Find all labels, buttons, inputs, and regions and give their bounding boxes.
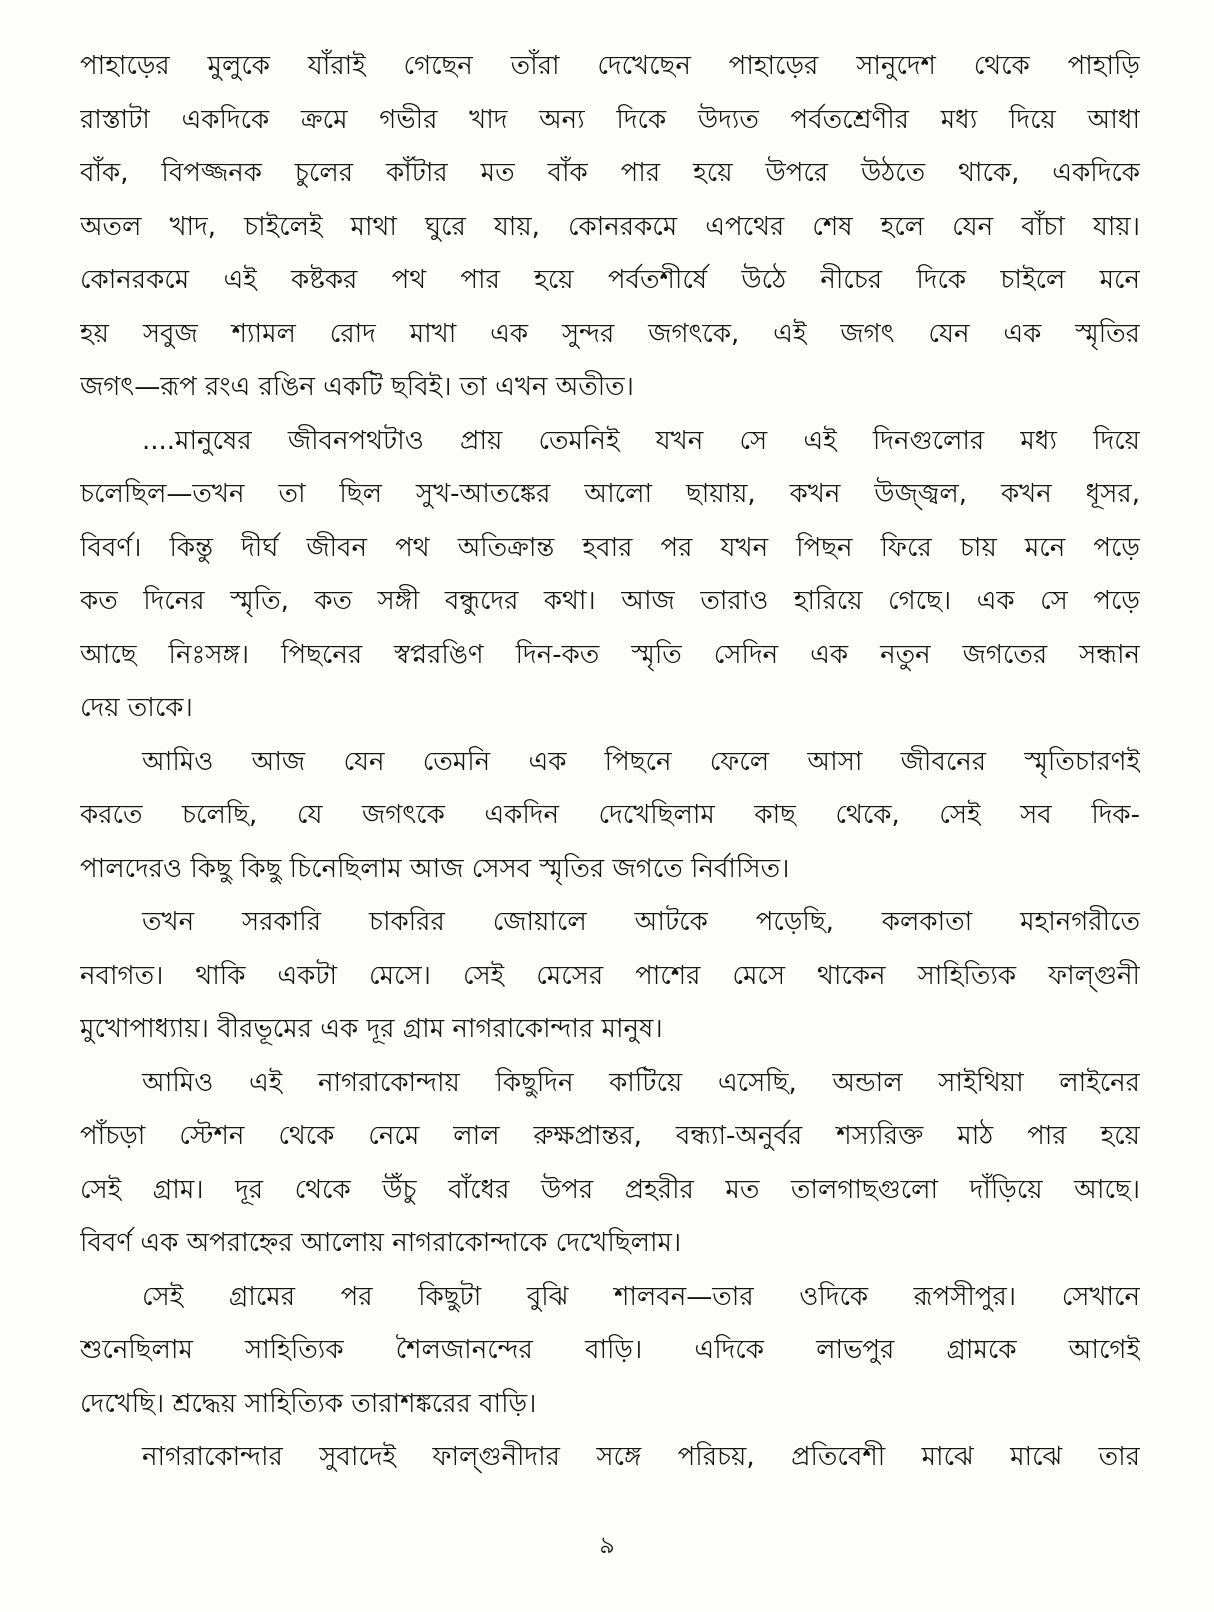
text-line: শুনেছিলাম সাহিত্যিক শৈলজানন্দের বাড়ি। এদিকে লাভপুর গ্রামকে আগেই [80, 1335, 1140, 1365]
text-line: নাগরাকোন্দার সুবাদেই ফাল্গুনীদার সঙ্গে পরিচয়, প্রতিবেশী মাঝে মাঝে তার [142, 1442, 1140, 1472]
text-line: পাহাড়ের মুলুকে যাঁরাই গেছেন তাঁরা দেখেছেন পাহাড়ের সানুদেশ থেকে পাহাড়ি [80, 51, 1140, 81]
text-line: কোনরকমে এই কষ্টকর পথ পার হয়ে পর্বতশীর্ষে উঠে নীচের দিকে চাইলে মনে [80, 265, 1140, 295]
text-line: অতল খাদ, চাইলেই মাথা ঘুরে যায়, কোনরকমে এপথের শেষ হলে যেন বাঁচা যায়। [80, 211, 1140, 242]
text-line: মুখোপাধ্যায়। বীরভূমের এক দূর গ্রাম নাগরাকোন্দার মানুষ। [80, 1014, 663, 1044]
text-line: হয় সবুজ শ্যামল রোদ মাখা এক সুন্দর জগৎকে, এই জগৎ যেন এক স্মৃতির [80, 318, 1140, 349]
text-line: নবাগত। থাকি একটা মেসে। সেই মেসের পাশের মেসে থাকেন সাহিত্যিক ফাল্গুনী [80, 960, 1140, 991]
text-line: বিবর্ণ এক অপরাহ্নের আলোয় নাগরাকোন্দাকে দেখেছিলাম। [80, 1228, 682, 1258]
text-line: পালদেরও কিছু কিছু চিনেছিলাম আজ সেসব স্মৃতির জগতে নির্বাসিত। [80, 853, 790, 884]
text-line: তখন সরকারি চাকরির জোয়ালে আটকে পড়েছি, কলকাতা মহানগরীতে [142, 907, 1140, 937]
text-line: সেই গ্রাম। দূর থেকে উঁচু বাঁধের উপর প্রহরীর মত তালগাছগুলো দাঁড়িয়ে আছে। [80, 1174, 1140, 1205]
text-line: আছে নিঃসঙ্গ। পিছনের স্বপ্নরঙিণ দিন-কত স্মৃতি সেদিন এক নতুন জগতের সন্ধান [80, 639, 1140, 670]
text-line: ....মানুষের জীবনপথটাও প্রায় তেমনিই যখন সে এই দিনগুলোর মধ্য দিয়ে [142, 425, 1140, 456]
text-line: করতে চলেছি, যে জগৎকে একদিন দেখেছিলাম কাছ থেকে, সেই সব দিক- [80, 800, 1140, 830]
text-line: কত দিনের স্মৃতি, কত সঙ্গী বন্ধুদের কথা। আজ তারাও হারিয়ে গেছে। এক সে পড়ে [80, 586, 1140, 616]
body-text [80, 40, 1140, 1485]
text-line: পাঁচড়া স্টেশন থেকে নেমে লাল রুক্ষপ্রান্তর, বন্ধ্যা-অনুর্বর শস্যরিক্ত মাঠ পার হয়ে [80, 1121, 1140, 1151]
text-line: চলেছিল—তখন তা ছিল সুখ-আতঙ্কের আলো ছায়ায়, কখন উজ্জ্বল, কখন ধূসর, [80, 479, 1140, 509]
text-line: সেই গ্রামের পর কিছুটা বুঝি শালবন—তার ওদিকে রূপসীপুর। সেখানে [142, 1281, 1140, 1312]
text-line: জগৎ—রূপ রংএ রঙিন একটি ছবিই। তা এখন অতীত। [80, 372, 634, 402]
text-line: দেখেছি। শ্রদ্ধেয় সাহিত্যিক তারাশঙ্করের বাড়ি। [80, 1388, 537, 1419]
text-line: দেয় তাকে। [80, 693, 193, 723]
text-line: বিবর্ণ। কিন্তু দীর্ঘ জীবন পথ অতিক্রান্ত হবার পর যখন পিছন ফিরে চায় মনে পড়ে [80, 532, 1140, 563]
page-number: ৯ [599, 1531, 615, 1559]
text-line: রাস্তাটা একদিকে ক্রমে গভীর খাদ অন্য দিকে উদ্যত পর্বতশ্রেণীর মধ্য দিয়ে আধা [80, 104, 1140, 135]
text-line: বাঁক, বিপজ্জনক চুলের কাঁটার মত বাঁক পার হয়ে উপরে উঠতে থাকে, একদিকে [80, 158, 1140, 188]
text-line: আমিও আজ যেন তেমনি এক পিছনে ফেলে আসা জীবনের স্মৃতিচারণই [142, 746, 1140, 777]
text-line: আমিও এই নাগরাকোন্দায় কিছুদিন কাটিয়ে এসেছি, অন্ডাল সাইথিয়া লাইনের [142, 1067, 1140, 1098]
